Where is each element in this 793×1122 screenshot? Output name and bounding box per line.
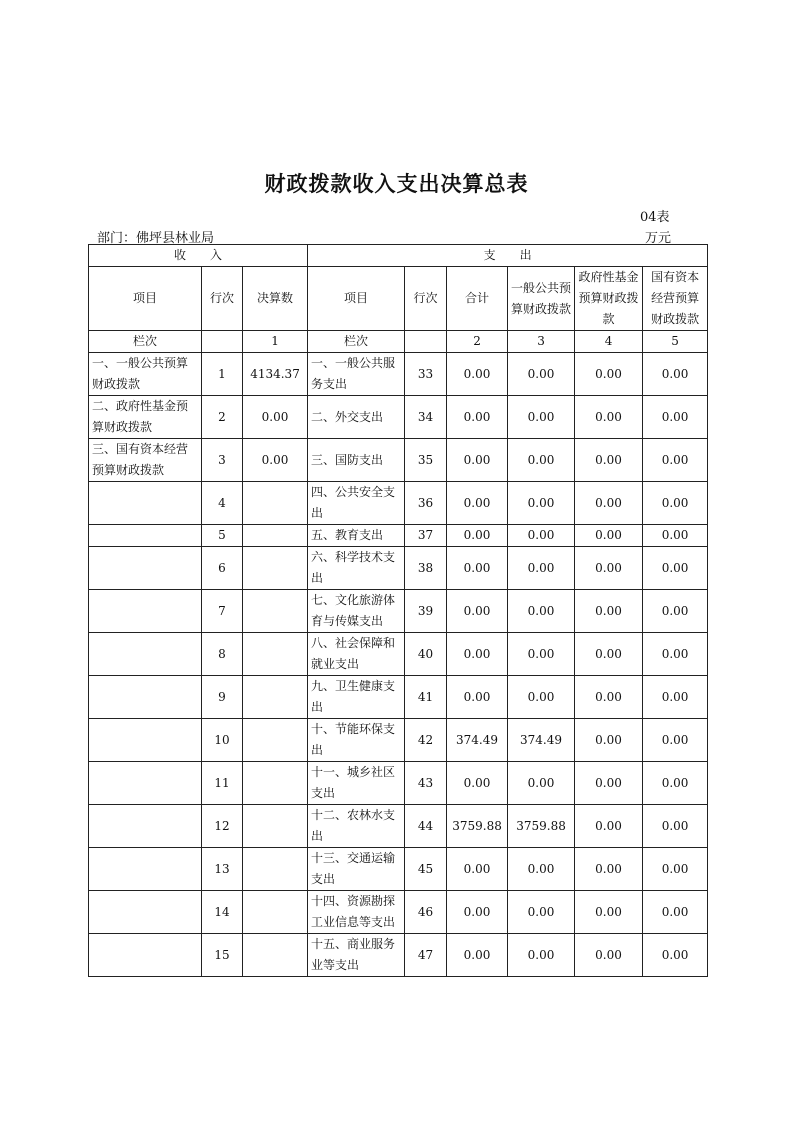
gov-fund-cell: 0.00 xyxy=(575,525,643,547)
state-capital-cell: 0.00 xyxy=(643,633,708,676)
final-amount-cell xyxy=(243,848,308,891)
col-index-3: 3 xyxy=(508,331,575,353)
gov-fund-cell: 0.00 xyxy=(575,547,643,590)
expense-row-no-cell: 38 xyxy=(405,547,447,590)
table-row xyxy=(89,590,708,633)
general-budget-cell: 0.00 xyxy=(508,439,575,482)
income-row-no-cell: 3 xyxy=(202,439,243,482)
income-row-no-cell: 12 xyxy=(202,805,243,848)
income-row-no-cell: 9 xyxy=(202,676,243,719)
gov-fund-cell: 0.00 xyxy=(575,676,643,719)
expense-item-cell: 三、国防支出 xyxy=(308,439,405,482)
income-item-cell xyxy=(89,633,202,676)
final-amount-cell xyxy=(243,547,308,590)
general-budget-cell: 374.49 xyxy=(508,719,575,762)
income-item-header: 项目 xyxy=(89,267,202,331)
expense-item-cell: 九、卫生健康支出 xyxy=(308,676,405,719)
col-index-4: 4 xyxy=(575,331,643,353)
income-row-no-header: 行次 xyxy=(202,267,243,331)
income-item-cell xyxy=(89,891,202,934)
general-budget-cell: 0.00 xyxy=(508,633,575,676)
gov-fund-cell: 0.00 xyxy=(575,848,643,891)
table-row xyxy=(89,848,708,891)
expense-item-cell: 四、公共安全支出 xyxy=(308,482,405,525)
expense-row-no-cell: 37 xyxy=(405,525,447,547)
state-capital-cell: 0.00 xyxy=(643,396,708,439)
col-index-2: 2 xyxy=(447,331,508,353)
table-row xyxy=(89,353,708,396)
total-cell: 374.49 xyxy=(447,719,508,762)
income-row-no-cell: 14 xyxy=(202,891,243,934)
total-header: 合计 xyxy=(447,267,508,331)
income-item-cell xyxy=(89,547,202,590)
state-capital-cell: 0.00 xyxy=(643,439,708,482)
general-budget-cell: 0.00 xyxy=(508,590,575,633)
general-budget-cell: 0.00 xyxy=(508,525,575,547)
expense-row-no-cell: 35 xyxy=(405,439,447,482)
expense-row-no-cell: 44 xyxy=(405,805,447,848)
total-cell: 3759.88 xyxy=(447,805,508,848)
total-cell: 0.00 xyxy=(447,590,508,633)
state-capital-cell: 0.00 xyxy=(643,482,708,525)
general-budget-cell: 0.00 xyxy=(508,934,575,977)
gov-fund-cell: 0.00 xyxy=(575,891,643,934)
gov-fund-cell: 0.00 xyxy=(575,482,643,525)
state-capital-cell: 0.00 xyxy=(643,762,708,805)
expense-row-no-cell: 43 xyxy=(405,762,447,805)
income-item-cell xyxy=(89,805,202,848)
expense-row-no-header: 行次 xyxy=(405,267,447,331)
page-title: 财政拨款收入支出决算总表 xyxy=(264,171,529,196)
final-amount-cell: 0.00 xyxy=(243,439,308,482)
general-budget-cell: 0.00 xyxy=(508,396,575,439)
income-section-header: 收 入 xyxy=(89,245,308,267)
expense-item-cell: 五、教育支出 xyxy=(308,525,405,547)
income-item-cell xyxy=(89,525,202,547)
final-amount-cell xyxy=(243,633,308,676)
expense-item-cell: 二、外交支出 xyxy=(308,396,405,439)
total-cell: 0.00 xyxy=(447,676,508,719)
expense-row-no-cell: 34 xyxy=(405,396,447,439)
col-index-1: 1 xyxy=(243,331,308,353)
final-amount-cell xyxy=(243,891,308,934)
income-row-no-cell: 5 xyxy=(202,525,243,547)
final-amount-cell: 0.00 xyxy=(243,396,308,439)
table-row xyxy=(89,891,708,934)
final-amount-cell xyxy=(243,805,308,848)
state-capital-header: 国有资本经营预算财政拨款 xyxy=(643,267,708,331)
final-amount-cell xyxy=(243,482,308,525)
table-row xyxy=(89,719,708,762)
total-cell: 0.00 xyxy=(447,891,508,934)
col-blank xyxy=(202,331,243,353)
general-budget-cell: 0.00 xyxy=(508,762,575,805)
state-capital-cell: 0.00 xyxy=(643,848,708,891)
income-item-cell xyxy=(89,719,202,762)
final-amount-cell xyxy=(243,719,308,762)
expense-item-cell: 十五、商业服务业等支出 xyxy=(308,934,405,977)
gov-fund-cell: 0.00 xyxy=(575,633,643,676)
gov-fund-header: 政府性基金预算财政拨款 xyxy=(575,267,643,331)
total-cell: 0.00 xyxy=(447,547,508,590)
expense-item-cell: 十二、农林水支出 xyxy=(308,805,405,848)
income-item-cell xyxy=(89,934,202,977)
total-cell: 0.00 xyxy=(447,934,508,977)
gov-fund-cell: 0.00 xyxy=(575,396,643,439)
expense-item-cell: 十、节能环保支出 xyxy=(308,719,405,762)
table-row xyxy=(89,762,708,805)
general-budget-cell: 0.00 xyxy=(508,848,575,891)
final-amount-cell xyxy=(243,762,308,805)
expense-item-cell: 六、科学技术支出 xyxy=(308,547,405,590)
income-row-no-cell: 1 xyxy=(202,353,243,396)
state-capital-cell: 0.00 xyxy=(643,353,708,396)
income-item-cell xyxy=(89,762,202,805)
department-label: 部门：佛坪县林业局 xyxy=(97,231,215,246)
total-cell: 0.00 xyxy=(447,482,508,525)
income-row-no-cell: 7 xyxy=(202,590,243,633)
state-capital-cell: 0.00 xyxy=(643,676,708,719)
state-capital-cell: 0.00 xyxy=(643,547,708,590)
state-capital-cell: 0.00 xyxy=(643,719,708,762)
gov-fund-cell: 0.00 xyxy=(575,590,643,633)
expense-row-no-cell: 39 xyxy=(405,590,447,633)
total-cell: 0.00 xyxy=(447,396,508,439)
expense-row-no-cell: 47 xyxy=(405,934,447,977)
state-capital-cell: 0.00 xyxy=(643,525,708,547)
income-item-cell xyxy=(89,590,202,633)
final-amount-cell: 4134.37 xyxy=(243,353,308,396)
table-row xyxy=(89,525,708,547)
gov-fund-cell: 0.00 xyxy=(575,439,643,482)
col-label-2: 栏次 xyxy=(308,331,405,353)
total-cell: 0.00 xyxy=(447,525,508,547)
expense-item-cell: 八、社会保障和就业支出 xyxy=(308,633,405,676)
state-capital-cell: 0.00 xyxy=(643,805,708,848)
col-blank-2 xyxy=(405,331,447,353)
col-index-5: 5 xyxy=(643,331,708,353)
income-item-cell xyxy=(89,482,202,525)
gov-fund-cell: 0.00 xyxy=(575,762,643,805)
table-row xyxy=(89,633,708,676)
income-item-cell: 三、国有资本经营预算财政拨款 xyxy=(89,439,202,482)
total-cell: 0.00 xyxy=(447,848,508,891)
table-row xyxy=(89,482,708,525)
final-amount-header: 决算数 xyxy=(243,267,308,331)
state-capital-cell: 0.00 xyxy=(643,590,708,633)
state-capital-cell: 0.00 xyxy=(643,891,708,934)
general-budget-cell: 0.00 xyxy=(508,482,575,525)
income-row-no-cell: 4 xyxy=(202,482,243,525)
income-row-no-cell: 15 xyxy=(202,934,243,977)
expense-row-no-cell: 33 xyxy=(405,353,447,396)
income-row-no-cell: 11 xyxy=(202,762,243,805)
total-cell: 0.00 xyxy=(447,439,508,482)
expense-row-no-cell: 40 xyxy=(405,633,447,676)
expense-item-cell: 十三、交通运输支出 xyxy=(308,848,405,891)
total-cell: 0.00 xyxy=(447,762,508,805)
final-amount-cell xyxy=(243,676,308,719)
final-amount-cell xyxy=(243,934,308,977)
expense-section-header: 支 出 xyxy=(308,245,708,267)
income-row-no-cell: 13 xyxy=(202,848,243,891)
state-capital-cell: 0.00 xyxy=(643,934,708,977)
section-header-row xyxy=(89,245,708,267)
budget-summary-table xyxy=(88,244,708,977)
col-label: 栏次 xyxy=(89,331,202,353)
gov-fund-cell: 0.00 xyxy=(575,934,643,977)
expense-row-no-cell: 42 xyxy=(405,719,447,762)
table-row xyxy=(89,396,708,439)
total-cell: 0.00 xyxy=(447,633,508,676)
general-budget-cell: 0.00 xyxy=(508,353,575,396)
form-number: 04表 xyxy=(640,210,670,225)
income-row-no-cell: 2 xyxy=(202,396,243,439)
table-row xyxy=(89,439,708,482)
table-row xyxy=(89,805,708,848)
expense-item-cell: 一、一般公共服务支出 xyxy=(308,353,405,396)
final-amount-cell xyxy=(243,590,308,633)
unit-label: 万元 xyxy=(645,231,672,246)
expense-row-no-cell: 45 xyxy=(405,848,447,891)
table-row xyxy=(89,676,708,719)
expense-item-cell: 十一、城乡社区支出 xyxy=(308,762,405,805)
expense-item-header: 项目 xyxy=(308,267,405,331)
column-index-row xyxy=(89,331,708,353)
income-row-no-cell: 8 xyxy=(202,633,243,676)
income-row-no-cell: 6 xyxy=(202,547,243,590)
general-budget-cell: 3759.88 xyxy=(508,805,575,848)
expense-row-no-cell: 46 xyxy=(405,891,447,934)
general-budget-cell: 0.00 xyxy=(508,547,575,590)
general-budget-header: 一般公共预算财政拨款 xyxy=(508,267,575,331)
income-item-cell xyxy=(89,676,202,719)
gov-fund-cell: 0.00 xyxy=(575,805,643,848)
table-row xyxy=(89,934,708,977)
income-item-cell: 二、政府性基金预算财政拨款 xyxy=(89,396,202,439)
column-header-row xyxy=(89,267,708,331)
general-budget-cell: 0.00 xyxy=(508,676,575,719)
gov-fund-cell: 0.00 xyxy=(575,719,643,762)
general-budget-cell: 0.00 xyxy=(508,891,575,934)
table-row xyxy=(89,547,708,590)
income-row-no-cell: 10 xyxy=(202,719,243,762)
expense-item-cell: 七、文化旅游体育与传媒支出 xyxy=(308,590,405,633)
income-item-cell: 一、一般公共预算财政拨款 xyxy=(89,353,202,396)
gov-fund-cell: 0.00 xyxy=(575,353,643,396)
expense-item-cell: 十四、资源勘探工业信息等支出 xyxy=(308,891,405,934)
total-cell: 0.00 xyxy=(447,353,508,396)
expense-row-no-cell: 36 xyxy=(405,482,447,525)
final-amount-cell xyxy=(243,525,308,547)
expense-row-no-cell: 41 xyxy=(405,676,447,719)
income-item-cell xyxy=(89,848,202,891)
